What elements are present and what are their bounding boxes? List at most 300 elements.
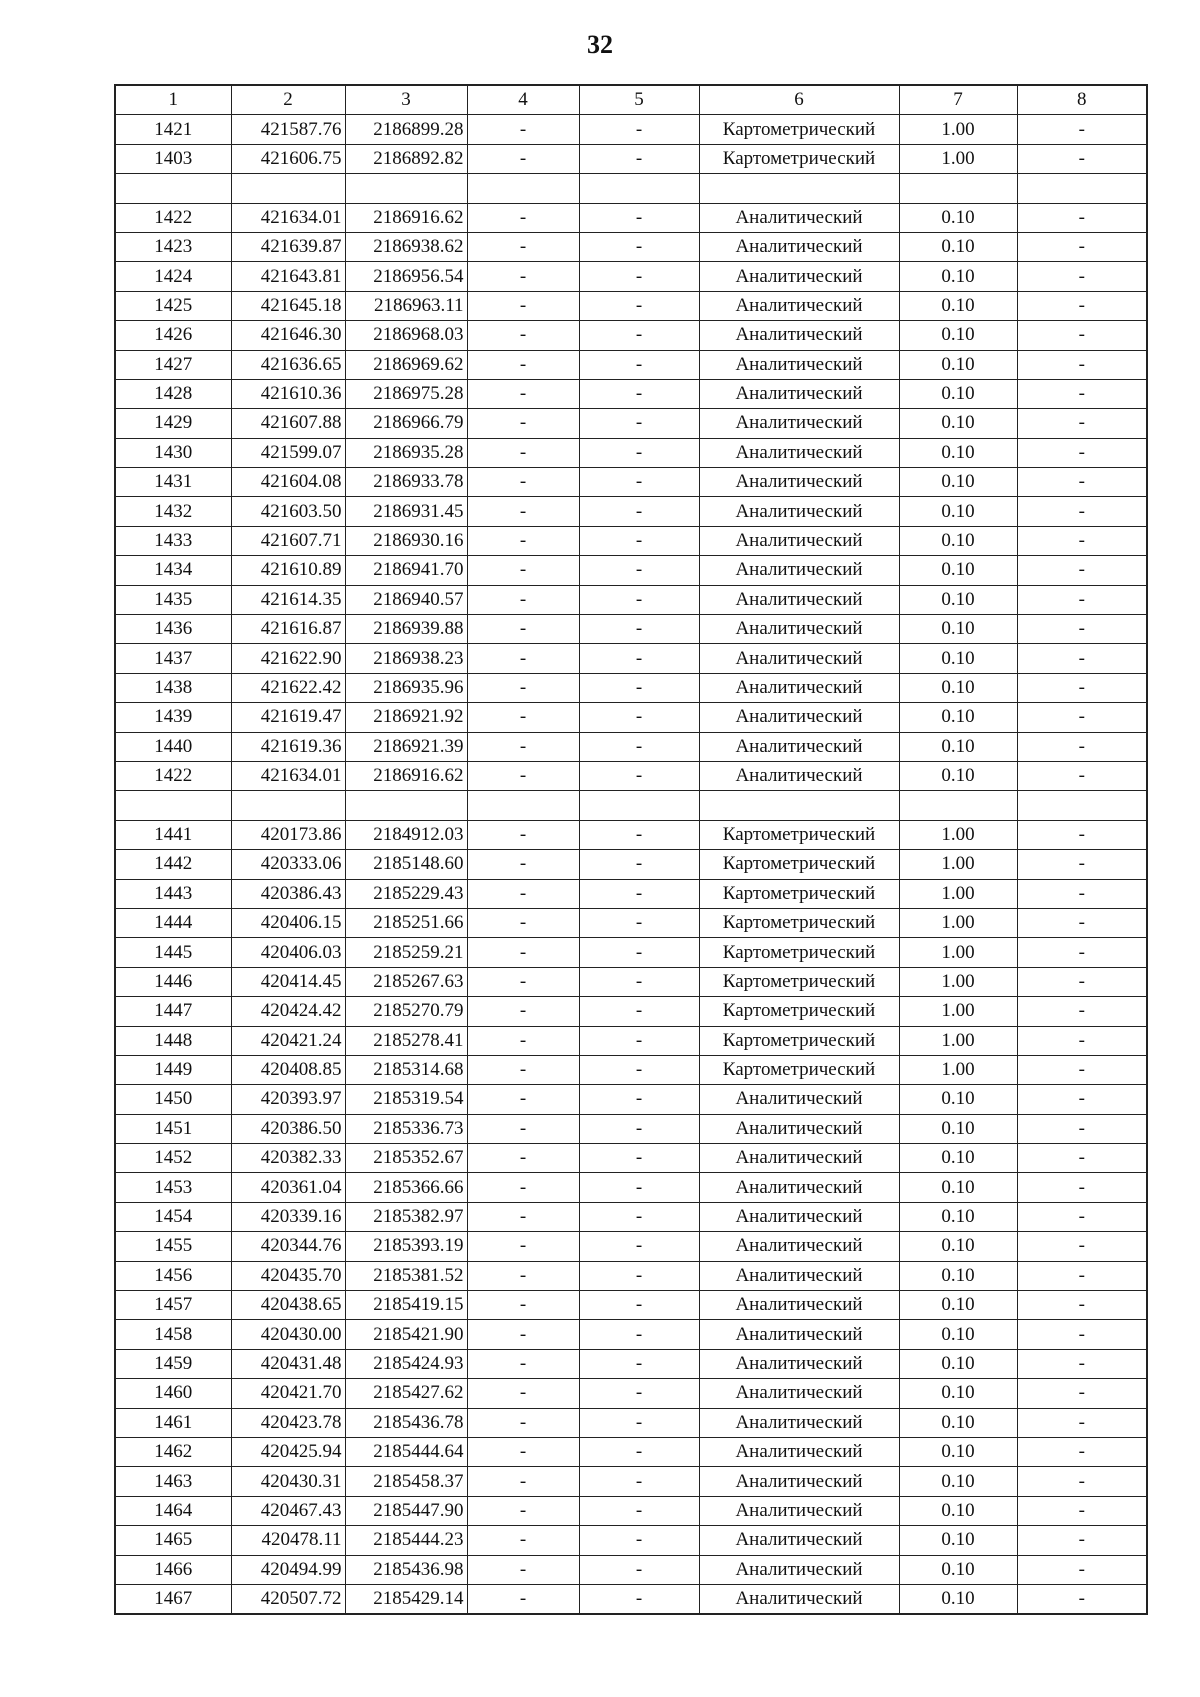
table-cell-col-5: - (579, 232, 699, 261)
table-cell-col-6: Картометрический (699, 997, 899, 1026)
table-cell-col-1: 1421 (115, 115, 231, 144)
table-cell-col-4: - (467, 761, 579, 790)
table-cell-col-7: 0.10 (899, 1379, 1017, 1408)
table-row (115, 468, 1147, 497)
table-row (115, 615, 1147, 644)
table-cell-col-4: - (467, 1202, 579, 1231)
table-body (115, 115, 1147, 1614)
table-cell-col-3: 2186921.39 (345, 732, 467, 761)
table-cell-col-6: Аналитический (699, 1555, 899, 1584)
table-cell-col-8: - (1017, 1526, 1147, 1555)
table-cell-col-3: 2185267.63 (345, 967, 467, 996)
table-cell-col-8: - (1017, 497, 1147, 526)
table-cell-col-8: - (1017, 1173, 1147, 1202)
table-cell-col-5: - (579, 1526, 699, 1555)
table-cell-col-6: Аналитический (699, 1173, 899, 1202)
table-row (115, 1114, 1147, 1143)
table-cell-col-4: - (467, 673, 579, 702)
table-cell-col-1: 1446 (115, 967, 231, 996)
table-cell-col-1: 1444 (115, 908, 231, 937)
table-cell-col-8: - (1017, 1555, 1147, 1584)
table-cell-col-1: 1457 (115, 1291, 231, 1320)
table-cell-col-3: 2185229.43 (345, 879, 467, 908)
coordinates-table (114, 84, 1148, 1615)
table-cell-col-5: - (579, 938, 699, 967)
table-cell-col-1: 1424 (115, 262, 231, 291)
table-cell-col-6: Картометрический (699, 908, 899, 937)
table-cell-col-2: 420173.86 (231, 820, 345, 849)
table-cell-col-1: 1440 (115, 732, 231, 761)
table-cell-col-1: 1451 (115, 1114, 231, 1143)
table-cell-col-5: - (579, 203, 699, 232)
table-cell-col-3 (345, 174, 467, 203)
table-cell-col-3: 2185352.67 (345, 1144, 467, 1173)
table-row (115, 908, 1147, 937)
table-cell-col-8: - (1017, 556, 1147, 585)
table-cell-col-1: 1445 (115, 938, 231, 967)
table-cell-col-4: - (467, 1144, 579, 1173)
table-cell-col-2: 420431.48 (231, 1349, 345, 1378)
table-row (115, 703, 1147, 732)
table-cell-col-1: 1437 (115, 644, 231, 673)
table-cell-col-5: - (579, 1496, 699, 1525)
table-cell-col-7: 0.10 (899, 497, 1017, 526)
table-cell-col-8: - (1017, 703, 1147, 732)
table-row (115, 761, 1147, 790)
table-cell-col-7: 0.10 (899, 526, 1017, 555)
table-row (115, 1496, 1147, 1525)
table-cell-col-8: - (1017, 997, 1147, 1026)
table-cell-col-2: 421607.71 (231, 526, 345, 555)
table-cell-col-5: - (579, 1173, 699, 1202)
table-cell-col-8: - (1017, 438, 1147, 467)
table-row (115, 1026, 1147, 1055)
table-cell-col-2: 421643.81 (231, 262, 345, 291)
table-cell-col-6: Аналитический (699, 615, 899, 644)
table-cell-col-2: 420382.33 (231, 1144, 345, 1173)
table-cell-col-1: 1434 (115, 556, 231, 585)
table-cell-col-8: - (1017, 409, 1147, 438)
table-cell-col-5: - (579, 908, 699, 937)
table-cell-col-3: 2184912.03 (345, 820, 467, 849)
table-cell-col-1: 1423 (115, 232, 231, 261)
table-cell-col-1: 1458 (115, 1320, 231, 1349)
table-cell-col-5: - (579, 468, 699, 497)
table-cell-col-8: - (1017, 1232, 1147, 1261)
table-cell-col-8: - (1017, 615, 1147, 644)
table-cell-col-2 (231, 791, 345, 820)
table-cell-col-3: 2185436.98 (345, 1555, 467, 1584)
table-cell-col-6: Аналитический (699, 1291, 899, 1320)
table-cell-col-2: 420408.85 (231, 1055, 345, 1084)
table-cell-col-4: - (467, 468, 579, 497)
table-cell-col-5: - (579, 879, 699, 908)
table-cell-col-5: - (579, 1320, 699, 1349)
table-cell-col-6: Аналитический (699, 526, 899, 555)
table-cell-col-6: Картометрический (699, 1055, 899, 1084)
table-cell-col-8: - (1017, 321, 1147, 350)
table-cell-col-5: - (579, 556, 699, 585)
table-cell-col-7: 0.10 (899, 615, 1017, 644)
table-row (115, 1379, 1147, 1408)
table-cell-col-8: - (1017, 526, 1147, 555)
table-row (115, 497, 1147, 526)
table-cell-col-7: 0.10 (899, 468, 1017, 497)
table-cell-col-7 (899, 791, 1017, 820)
table-row (115, 1173, 1147, 1202)
table-cell-col-7: 0.10 (899, 1584, 1017, 1614)
table-cell-col-2: 420430.31 (231, 1467, 345, 1496)
table-row (115, 1349, 1147, 1378)
table-cell-col-5: - (579, 1555, 699, 1584)
table-cell-col-5: - (579, 1584, 699, 1614)
table-cell-col-8: - (1017, 1437, 1147, 1466)
table-cell-col-6: Аналитический (699, 497, 899, 526)
table-cell-col-7: 0.10 (899, 556, 1017, 585)
table-cell-col-7: 0.10 (899, 703, 1017, 732)
table-cell-col-4: - (467, 1026, 579, 1055)
table-cell-col-1: 1438 (115, 673, 231, 702)
table-cell-col-2: 421619.47 (231, 703, 345, 732)
table-cell-col-8: - (1017, 1291, 1147, 1320)
table-row (115, 1555, 1147, 1584)
column-header-7: 7 (899, 85, 1017, 115)
table-cell-col-7: 1.00 (899, 879, 1017, 908)
table-cell-col-7: 0.10 (899, 1173, 1017, 1202)
table-cell-col-2: 421616.87 (231, 615, 345, 644)
table-cell-col-8: - (1017, 1026, 1147, 1055)
table-cell-col-8: - (1017, 1261, 1147, 1290)
table-cell-col-4: - (467, 1496, 579, 1525)
page-number: 32 (587, 30, 613, 59)
table-cell-col-8: - (1017, 144, 1147, 173)
table-cell-col-5: - (579, 644, 699, 673)
table-cell-col-2: 420467.43 (231, 1496, 345, 1525)
table-cell-col-1: 1456 (115, 1261, 231, 1290)
table-row (115, 673, 1147, 702)
table-cell-col-1: 1442 (115, 850, 231, 879)
table-cell-col-3: 2185427.62 (345, 1379, 467, 1408)
table-cell-col-2: 421604.08 (231, 468, 345, 497)
table-cell-col-5: - (579, 115, 699, 144)
table-row (115, 644, 1147, 673)
table-cell-col-4: - (467, 938, 579, 967)
table-cell-col-8: - (1017, 262, 1147, 291)
table-cell-col-6: Аналитический (699, 1437, 899, 1466)
table-cell-col-7: 0.10 (899, 1144, 1017, 1173)
table-cell-col-1: 1403 (115, 144, 231, 173)
table-cell-col-5: - (579, 1261, 699, 1290)
table-cell-col-6: Аналитический (699, 409, 899, 438)
table-cell-col-5: - (579, 1437, 699, 1466)
table-cell-col-2: 420423.78 (231, 1408, 345, 1437)
table-cell-col-3: 2185447.90 (345, 1496, 467, 1525)
table-cell-col-2: 420386.43 (231, 879, 345, 908)
table-cell-col-6: Аналитический (699, 321, 899, 350)
table-cell-col-8: - (1017, 761, 1147, 790)
table-cell-col-3: 2186975.28 (345, 379, 467, 408)
table-cell-col-1: 1428 (115, 379, 231, 408)
table-row (115, 1261, 1147, 1290)
table-cell-col-8: - (1017, 379, 1147, 408)
table-cell-col-7: 0.10 (899, 1349, 1017, 1378)
column-header-4: 4 (467, 85, 579, 115)
table-cell-col-8 (1017, 174, 1147, 203)
table-cell-col-4: - (467, 1085, 579, 1114)
table-cell-col-3: 2185419.15 (345, 1291, 467, 1320)
table-cell-col-4: - (467, 232, 579, 261)
table-cell-col-3: 2186892.82 (345, 144, 467, 173)
table-cell-col-6: Аналитический (699, 1232, 899, 1261)
table-cell-col-6: Аналитический (699, 262, 899, 291)
table-cell-col-1: 1441 (115, 820, 231, 849)
table-cell-col-6: Аналитический (699, 350, 899, 379)
table-cell-col-3: 2185259.21 (345, 938, 467, 967)
table-row (115, 262, 1147, 291)
table-cell-col-3: 2185381.52 (345, 1261, 467, 1290)
table-row (115, 1232, 1147, 1261)
table-cell-col-6: Картометрический (699, 1026, 899, 1055)
table-cell-col-3: 2185251.66 (345, 908, 467, 937)
table-cell-col-6: Аналитический (699, 1261, 899, 1290)
table-cell-col-1: 1448 (115, 1026, 231, 1055)
table-cell-col-1: 1455 (115, 1232, 231, 1261)
table-cell-col-3: 2185336.73 (345, 1114, 467, 1143)
table-cell-col-6: Аналитический (699, 556, 899, 585)
table-cell-col-3: 2185424.93 (345, 1349, 467, 1378)
table-cell-col-7: 0.10 (899, 1437, 1017, 1466)
table-cell-col-7: 1.00 (899, 997, 1017, 1026)
table-cell-col-5: - (579, 1291, 699, 1320)
table-cell-col-1: 1461 (115, 1408, 231, 1437)
table-cell-col-8: - (1017, 1496, 1147, 1525)
table-cell-col-5: - (579, 526, 699, 555)
table-cell-col-7: 1.00 (899, 1055, 1017, 1084)
table-cell-col-7: 0.10 (899, 321, 1017, 350)
table-cell-col-8: - (1017, 232, 1147, 261)
table-cell-col-3: 2186968.03 (345, 321, 467, 350)
table-cell-col-5: - (579, 262, 699, 291)
table-cell-col-8: - (1017, 1085, 1147, 1114)
table-cell-col-1: 1452 (115, 1144, 231, 1173)
table-row (115, 879, 1147, 908)
table-row (115, 1085, 1147, 1114)
table-cell-col-8: - (1017, 938, 1147, 967)
table-cell-col-8: - (1017, 1584, 1147, 1614)
table-cell-col-1: 1431 (115, 468, 231, 497)
table-row (115, 1408, 1147, 1437)
table-cell-col-3: 2186899.28 (345, 115, 467, 144)
table-row (115, 291, 1147, 320)
table-cell-col-3: 2186938.23 (345, 644, 467, 673)
table-cell-col-1: 1453 (115, 1173, 231, 1202)
table-cell-col-7: 0.10 (899, 1555, 1017, 1584)
table-cell-col-3: 2185382.97 (345, 1202, 467, 1231)
table-cell-col-2: 420414.45 (231, 967, 345, 996)
table-cell-col-5: - (579, 820, 699, 849)
table-cell-col-8: - (1017, 1467, 1147, 1496)
table-cell-col-4: - (467, 115, 579, 144)
table-cell-col-3: 2186938.62 (345, 232, 467, 261)
table-cell-col-8: - (1017, 1144, 1147, 1173)
table-cell-col-6: Аналитический (699, 644, 899, 673)
table-cell-col-2: 421622.42 (231, 673, 345, 702)
table-cell-col-7: 0.10 (899, 203, 1017, 232)
table-cell-col-7: 0.10 (899, 1202, 1017, 1231)
table-cell-col-1: 1436 (115, 615, 231, 644)
table-cell-col-7: 0.10 (899, 1085, 1017, 1114)
table-cell-col-7: 1.00 (899, 144, 1017, 173)
table-cell-col-1: 1459 (115, 1349, 231, 1378)
table-cell-col-1: 1462 (115, 1437, 231, 1466)
table-cell-col-5: - (579, 321, 699, 350)
table-cell-col-2: 421634.01 (231, 203, 345, 232)
table-cell-col-1: 1454 (115, 1202, 231, 1231)
table-cell-col-1: 1447 (115, 997, 231, 1026)
column-header-5: 5 (579, 85, 699, 115)
table-cell-col-5: - (579, 1114, 699, 1143)
table-cell-col-3: 2185444.64 (345, 1437, 467, 1466)
table-cell-col-1: 1439 (115, 703, 231, 732)
table-cell-col-5: - (579, 1202, 699, 1231)
table-cell-col-3: 2186930.16 (345, 526, 467, 555)
table-cell-col-7: 0.10 (899, 1291, 1017, 1320)
table-cell-col-6: Аналитический (699, 1584, 899, 1614)
table-row (115, 732, 1147, 761)
table-cell-col-7: 0.10 (899, 673, 1017, 702)
table-cell-col-3 (345, 791, 467, 820)
table-cell-col-1: 1422 (115, 203, 231, 232)
table-cell-col-7: 1.00 (899, 115, 1017, 144)
table-cell-col-7: 0.10 (899, 1114, 1017, 1143)
table-cell-col-2: 420393.97 (231, 1085, 345, 1114)
table-row (115, 556, 1147, 585)
table-cell-col-1: 1427 (115, 350, 231, 379)
table-cell-col-3: 2186916.62 (345, 761, 467, 790)
table-cell-col-2: 421614.35 (231, 585, 345, 614)
table-cell-col-7: 0.10 (899, 1261, 1017, 1290)
table-cell-col-1: 1449 (115, 1055, 231, 1084)
table-cell-col-5 (579, 174, 699, 203)
table-cell-col-2: 420421.24 (231, 1026, 345, 1055)
table-cell-col-7: 0.10 (899, 1408, 1017, 1437)
table-cell-col-3: 2186935.96 (345, 673, 467, 702)
table-cell-col-4: - (467, 1173, 579, 1202)
column-header-3: 3 (345, 85, 467, 115)
table-row (115, 938, 1147, 967)
table-cell-col-5: - (579, 1379, 699, 1408)
table-cell-col-4: - (467, 1232, 579, 1261)
table-cell-col-8: - (1017, 203, 1147, 232)
table-cell-col-7 (899, 174, 1017, 203)
table-cell-col-5: - (579, 1144, 699, 1173)
table-cell-col-7: 0.10 (899, 291, 1017, 320)
table-cell-col-7: 1.00 (899, 938, 1017, 967)
table-cell-col-3: 2185319.54 (345, 1085, 467, 1114)
table-cell-col-4: - (467, 997, 579, 1026)
table-cell-col-4: - (467, 1349, 579, 1378)
table-cell-col-3: 2186956.54 (345, 262, 467, 291)
table-cell-col-2: 420344.76 (231, 1232, 345, 1261)
table-cell-col-5: - (579, 1408, 699, 1437)
table-cell-col-2 (231, 174, 345, 203)
table-row (115, 144, 1147, 173)
table-cell-col-8: - (1017, 967, 1147, 996)
table-cell-col-6: Аналитический (699, 585, 899, 614)
table-cell-col-7: 0.10 (899, 585, 1017, 614)
table-cell-col-8: - (1017, 732, 1147, 761)
table-cell-col-5: - (579, 291, 699, 320)
table-cell-col-5: - (579, 1232, 699, 1261)
table-cell-col-3: 2185366.66 (345, 1173, 467, 1202)
table-cell-col-4: - (467, 967, 579, 996)
table-cell-col-1: 1422 (115, 761, 231, 790)
table-cell-col-1: 1435 (115, 585, 231, 614)
table-cell-col-2: 420478.11 (231, 1526, 345, 1555)
table-header-row (115, 85, 1147, 115)
table-cell-col-2: 421645.18 (231, 291, 345, 320)
table-cell-col-6: Аналитический (699, 379, 899, 408)
table-cell-col-5: - (579, 438, 699, 467)
table-row (115, 1467, 1147, 1496)
table-cell-col-8: - (1017, 644, 1147, 673)
table-cell-col-7: 0.10 (899, 409, 1017, 438)
table-cell-col-1: 1465 (115, 1526, 231, 1555)
table-cell-col-3: 2185278.41 (345, 1026, 467, 1055)
table-cell-col-2: 421622.90 (231, 644, 345, 673)
table-cell-col-4: - (467, 203, 579, 232)
table-cell-col-8: - (1017, 585, 1147, 614)
table-cell-col-2: 421607.88 (231, 409, 345, 438)
table-cell-col-5: - (579, 1467, 699, 1496)
table-cell-col-8: - (1017, 1114, 1147, 1143)
table-cell-col-6: Аналитический (699, 1320, 899, 1349)
table-cell-col-4: - (467, 497, 579, 526)
table-cell-col-1: 1433 (115, 526, 231, 555)
table-cell-col-7: 0.10 (899, 262, 1017, 291)
table-cell-col-5: - (579, 409, 699, 438)
table-cell-col-4: - (467, 409, 579, 438)
table-row (115, 791, 1147, 820)
table-cell-col-3: 2185436.78 (345, 1408, 467, 1437)
table-cell-col-6: Картометрический (699, 879, 899, 908)
table-cell-col-6: Аналитический (699, 438, 899, 467)
table-cell-col-4: - (467, 585, 579, 614)
table-cell-col-4: - (467, 1555, 579, 1584)
table-cell-col-7: 0.10 (899, 379, 1017, 408)
table-cell-col-3: 2186963.11 (345, 291, 467, 320)
table-row (115, 379, 1147, 408)
table-cell-col-1 (115, 791, 231, 820)
table-cell-col-7: 0.10 (899, 438, 1017, 467)
table-cell-col-4: - (467, 1526, 579, 1555)
table-cell-col-5: - (579, 997, 699, 1026)
table-row (115, 1526, 1147, 1555)
table-cell-col-2: 420424.42 (231, 997, 345, 1026)
table-cell-col-4: - (467, 703, 579, 732)
table-cell-col-5: - (579, 850, 699, 879)
table-cell-col-7: 0.10 (899, 350, 1017, 379)
table-cell-col-2: 420361.04 (231, 1173, 345, 1202)
table-row (115, 1202, 1147, 1231)
table-cell-col-8: - (1017, 1055, 1147, 1084)
table-row (115, 850, 1147, 879)
table-cell-col-5: - (579, 1349, 699, 1378)
table-cell-col-2: 420430.00 (231, 1320, 345, 1349)
table-row (115, 1144, 1147, 1173)
table-cell-col-3: 2186931.45 (345, 497, 467, 526)
table-cell-col-7: 1.00 (899, 908, 1017, 937)
